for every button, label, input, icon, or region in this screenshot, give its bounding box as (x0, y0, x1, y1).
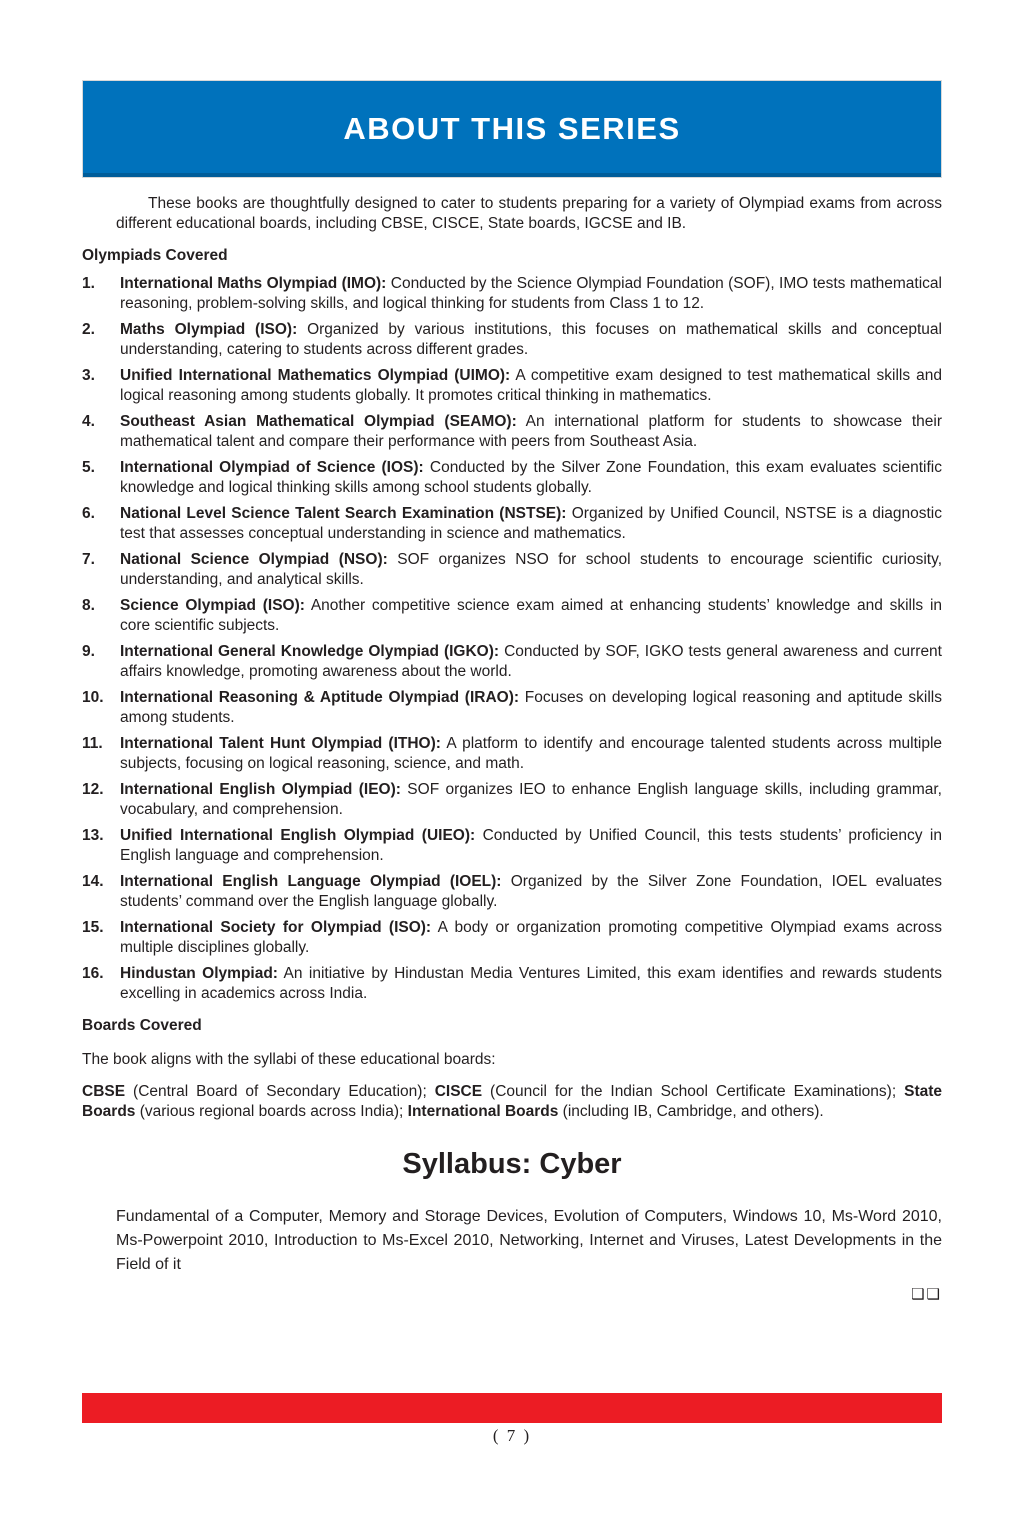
item-text (120, 826, 942, 866)
item-text (120, 550, 942, 590)
board-desc: (Central Board of Secondary Education); (125, 1083, 435, 1100)
item-number: 10. (82, 689, 104, 706)
list-item (82, 366, 942, 406)
item-text (120, 366, 942, 406)
item-text (120, 734, 942, 774)
item-number: 12. (82, 781, 104, 798)
item-number: 6. (82, 505, 95, 522)
item-desc: SOF organizes NSO for school students to encourage scientific curiosity, understanding, and analytical skills. (120, 551, 942, 588)
list-item (82, 642, 942, 682)
list-item (82, 596, 942, 636)
item-text (120, 596, 942, 636)
item-desc: Conducted by SOF, IGKO tests general awareness and current affairs knowledge, promoting awareness about the world. (120, 643, 942, 680)
item-desc: Conducted by Unified Council, this tests students’ proficiency in English language and comprehension. (120, 827, 942, 864)
boards-paragraph (82, 1082, 942, 1122)
board-name: CBSE (82, 1083, 126, 1100)
item-text (120, 412, 942, 452)
board-desc: (Council for the Indian School Certificate Examinations); (482, 1083, 905, 1100)
section-heading-boards: Boards Covered (82, 1017, 202, 1034)
item-title: International Talent Hunt Olympiad (ITHO): (120, 735, 441, 752)
list-item (82, 504, 942, 544)
item-number: 7. (82, 551, 95, 568)
item-number: 11. (82, 735, 103, 752)
olympiad-list (82, 274, 942, 1004)
item-number: 15. (82, 919, 104, 936)
item-desc: A competitive exam designed to test mathematical skills and logical reasoning among students globally. It promotes critical thinking in mathematics. (120, 367, 943, 404)
list-item (82, 412, 942, 452)
item-number: 8. (82, 597, 95, 614)
item-desc: Another competitive science exam aimed at enhancing students’ knowledge and skills in core scientific subjects. (120, 597, 943, 634)
board-name: CISCE (434, 1083, 483, 1100)
item-desc: Organized by Unified Council, NSTSE is a diagnostic test that assesses conceptual understanding in science and mathematics. (120, 505, 942, 542)
section-heading-olympiads: Olympiads Covered (82, 247, 228, 264)
header-banner (82, 80, 942, 178)
list-item (82, 688, 942, 728)
list-item (82, 274, 942, 314)
item-text (120, 458, 942, 498)
list-item (82, 826, 942, 866)
item-title: Maths Olympiad (ISO): (120, 321, 298, 338)
item-desc: A body or organization promoting competitive Olympiad exams across multiple disciplines globally. (120, 919, 942, 956)
item-text (120, 918, 942, 958)
board-desc: (including IB, Cambridge, and others). (558, 1103, 824, 1120)
list-item (82, 458, 942, 498)
item-text (120, 642, 942, 682)
item-title: Unified International Mathematics Olympiad (UIMO): (120, 367, 511, 384)
page-number: ( 7 ) (492, 1426, 532, 1445)
item-desc: An international platform for students to showcase their mathematical talent and compare their performance with peers from Southeast Asia. (120, 413, 943, 450)
item-number: 1. (82, 275, 95, 292)
item-title: International Maths Olympiad (IMO): (120, 275, 387, 292)
board-name: State Boards (82, 1083, 943, 1120)
item-text (120, 274, 942, 314)
item-title: Science Olympiad (ISO): (120, 597, 305, 614)
item-number: 2. (82, 321, 95, 338)
item-number: 4. (82, 413, 95, 430)
boards-intro: The book aligns with the syllabi of these educational boards: (82, 1051, 496, 1068)
item-text (120, 504, 942, 544)
item-desc: A platform to identify and encourage talented students across multiple subjects, focusing on logical reasoning, science, and math. (120, 735, 943, 772)
footer-bar (82, 1393, 942, 1423)
syllabus-title: Syllabus: Cyber (402, 1148, 622, 1180)
item-title: Hindustan Olympiad: (120, 965, 278, 982)
item-text (120, 780, 942, 820)
item-title: International Society for Olympiad (ISO): (120, 919, 432, 936)
syllabus-paragraph: Fundamental of a Computer, Memory and Storage Devices, Evolution of Computers, Windows 10, Ms-Word 2010, Ms-Powerpoint 2010, Introduction to Ms-Excel 2010, Networking, Internet and Viruses, Latest Developments in the Field of it (116, 1208, 942, 1273)
list-item (82, 918, 942, 958)
list-item (82, 320, 942, 360)
item-title: International English Olympiad (IEO): (120, 781, 401, 798)
item-title: National Science Olympiad (NSO): (120, 551, 388, 568)
item-title: International Olympiad of Science (IOS): (120, 459, 424, 476)
intro-paragraph: These books are thoughtfully designed to cater to students preparing for a variety of Olympiad exams from across different educational boards, including CBSE, CISCE, State boards, IGCSE and IB. (116, 195, 942, 232)
item-desc: Organized by the Silver Zone Foundation, IOEL evaluates students’ command over the English language globally. (120, 873, 942, 910)
item-text (120, 964, 942, 1004)
item-desc: An initiative by Hindustan Media Ventures Limited, this exam identifies and rewards students excelling in academics across India. (120, 965, 943, 1002)
item-number: 14. (82, 873, 104, 890)
item-text (120, 320, 942, 360)
item-number: 5. (82, 459, 95, 476)
item-title: International English Language Olympiad (IOEL): (120, 873, 502, 890)
item-number: 9. (82, 643, 95, 660)
list-item (82, 780, 942, 820)
item-number: 13. (82, 827, 104, 844)
item-text (120, 688, 942, 728)
page-title: ABOUT THIS SERIES (343, 111, 681, 146)
end-of-section-marks: ❑❑ (911, 1286, 942, 1303)
item-desc: SOF organizes IEO to enhance English language skills, including grammar, vocabulary, and comprehension. (120, 781, 942, 818)
item-desc: Organized by various institutions, this focuses on mathematical skills and conceptual understanding, catering to students across different grades. (120, 321, 942, 358)
board-name: International Boards (407, 1103, 559, 1120)
page-content (82, 80, 942, 1303)
item-title: National Level Science Talent Search Examination (NSTSE): (120, 505, 567, 522)
list-item (82, 872, 942, 912)
item-title: Southeast Asian Mathematical Olympiad (SEAMO): (120, 413, 517, 430)
item-title: Unified International English Olympiad (UIEO): (120, 827, 476, 844)
item-title: International Reasoning & Aptitude Olympiad (IRAO): (120, 689, 520, 706)
list-item (82, 964, 942, 1004)
item-desc: Conducted by the Silver Zone Foundation, this exam evaluates scientific knowledge and logical thinking skills among school students globally. (120, 459, 942, 496)
item-desc: Conducted by the Science Olympiad Foundation (SOF), IMO tests mathematical reasoning, problem-solving skills, and logical thinking for students from Class 1 to 12. (120, 275, 942, 312)
item-text (120, 872, 942, 912)
item-number: 3. (82, 367, 95, 384)
list-item (82, 734, 942, 774)
item-number: 16. (82, 965, 104, 982)
item-title: International General Knowledge Olympiad (IGKO): (120, 643, 500, 660)
item-desc: Focuses on developing logical reasoning and aptitude skills among students. (120, 689, 942, 726)
list-item (82, 550, 942, 590)
board-desc: (various regional boards across India); (135, 1103, 408, 1120)
